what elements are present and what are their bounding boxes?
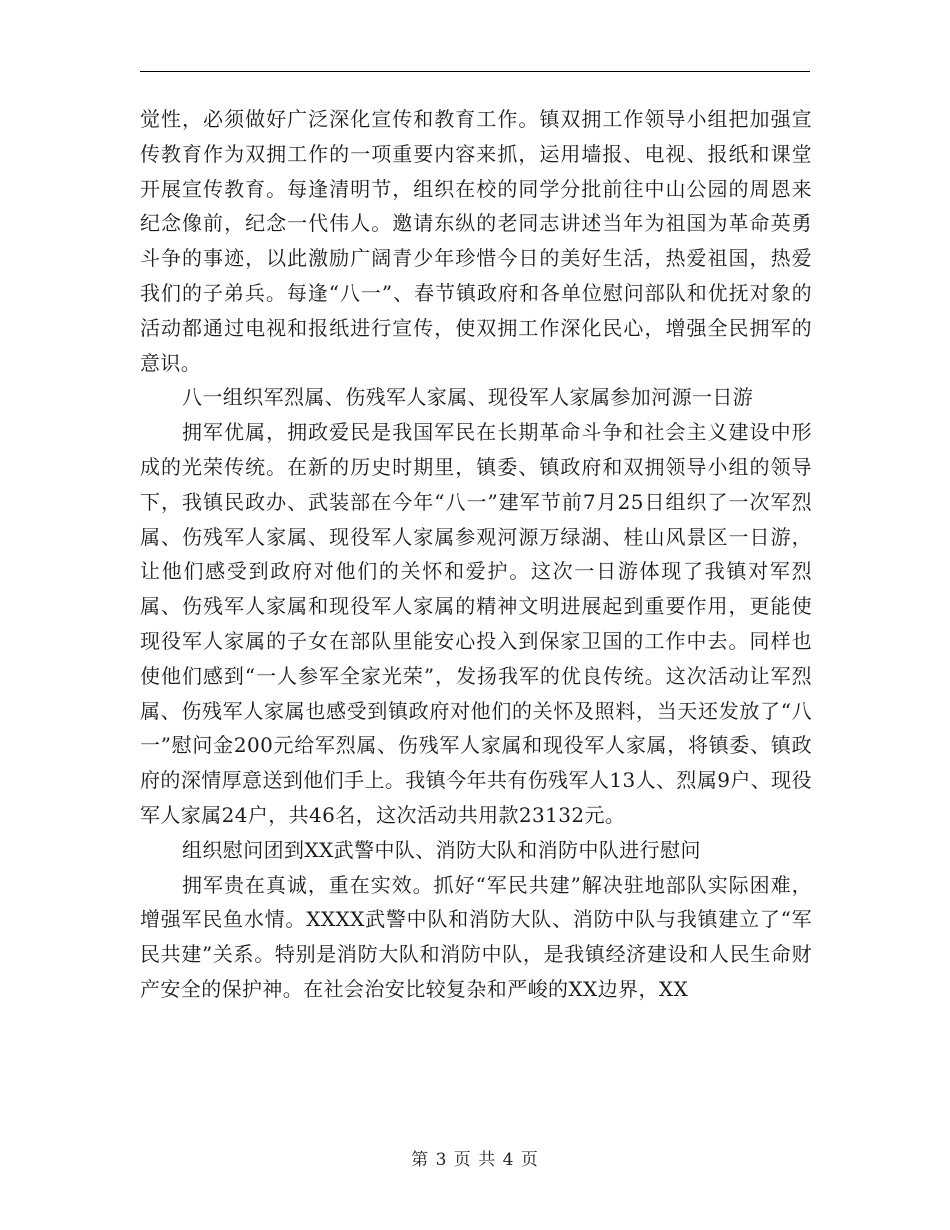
header-rule: [140, 71, 810, 72]
paragraph-intro: 觉性，必须做好广泛深化宣传和教育工作。镇双拥工作领导小组把加强宣传教育作为双拥工作的一项重要内容来抓，运用墙报、电视、报纸和课堂开展宣传教育。每逢清明节，组织在校的同学分批前往中山公园的周恩来纪念像前，纪念一代伟人。邀请东纵的老同志讲述当年为祖国为革命英勇斗争的事迹，以此激励广阔青少年珍惜今日的美好生活，热爱祖国，热爱我们的子弟兵。每逢“八一”、春节镇政府和各单位慰问部队和优抚对象的活动都通过电视和报纸进行宣传，使双拥工作深化民心，增强全民拥军的意识。: [140, 107, 812, 375]
document-body: [140, 102, 812, 1007]
page-footer: [0, 1145, 950, 1170]
footer-suffix: 页: [520, 1150, 539, 1170]
paragraph-bayi-trip: 拥军优属，拥政爱民是我国军民在长期革命斗争和社会主义建设中形成的光荣传统。在新的历史时期里，镇委、镇政府和双拥领导小组的领导下，我镇民政办、武装部在今年“八一”建军节前7月25日组织了一次军烈属、伤残军人家属、现役军人家属参观河源万绿湖、桂山风景区一日游，让他们感受到政府对他们的关怀和爱护。这次一日游体现了我镇对军烈属、伤残军人家属和现役军人家属的精神文明进展起到重要作用，更能使现役军人家属的子女在部队里能安心投入到保家卫国的工作中去。同样也使他们感到“一人参军全家光荣”，发扬我军的优良传统。这次活动让军烈属、伤残军人家属也感受到镇政府对他们的关怀及照料，当天还发放了“八一”慰问金200元给军烈属、伤残军人家属和现役军人家属，将镇委、镇政府的深情厚意送到他们手上。我镇今年共有伤残军人13人、烈属9户、现役军人家属24户，共46名，这次活动共用款23132元。: [140, 420, 812, 827]
footer-prefix: 第: [411, 1150, 430, 1170]
footer-current-page: 3: [435, 1150, 448, 1170]
footer-middle: 页 共: [453, 1150, 497, 1170]
footer-total-pages: 4: [502, 1150, 515, 1170]
paragraph-condolence: 拥军贵在真诚，重在实效。抓好“军民共建”解决驻地部队实际困难，增强军民鱼水情。XXXX武警中队和消防大队、消防中队与我镇建立了“军民共建”关系。特别是消防大队和消防中队，是我镇经济建设和人民生命财产安全的保护神。在社会治安比较复杂和严峻的XX边界，XX: [140, 872, 812, 1001]
section-heading-bayi-trip: 八一组织军烈属、伤残军人家属、现役军人家属参加河源一日游: [182, 385, 754, 410]
section-heading-condolence: 组织慰问团到XX武警中队、消防大队和消防中队进行慰问: [182, 837, 701, 862]
